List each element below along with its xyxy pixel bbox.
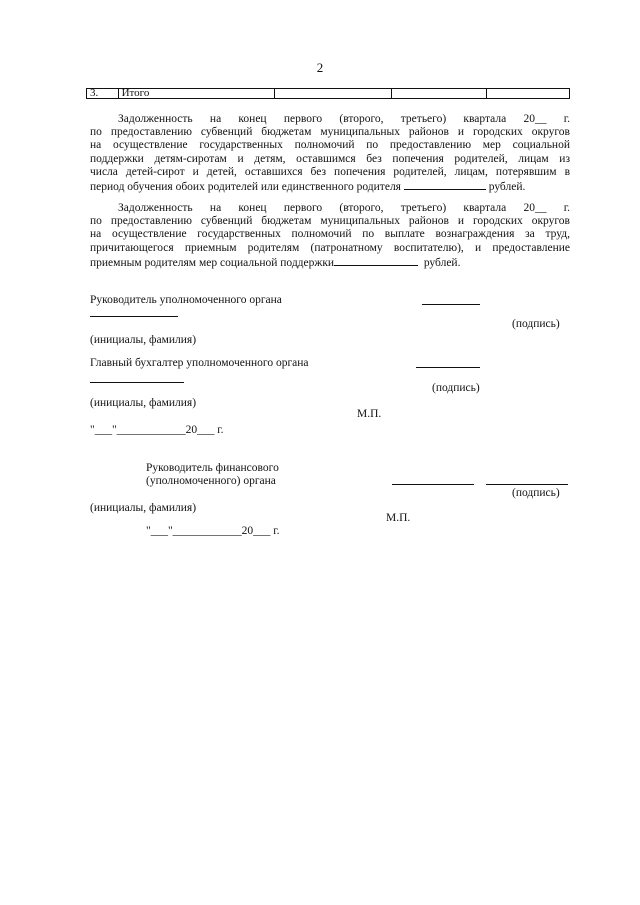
table-row [87,89,570,99]
initials-line [486,484,568,485]
row-number: 3. [87,89,119,99]
text-line-final [90,179,570,194]
currency-unit: рублей. [423,256,461,269]
signature-line [422,304,480,305]
text-line: по предоставлению субвенций бюджетам муниципальных районов и городских округов [90,126,570,139]
row-label: Итого [118,89,274,99]
initials-line [90,382,184,383]
accountant-label: Главный бухгалтер уполномоченного органа [90,357,309,369]
text-line: приемным родителям мер социальной поддержки [90,256,335,269]
signature-line [416,367,480,368]
stamp-mark: М.П. [357,408,382,420]
initials-caption: (инициалы, фамилия) [90,502,197,514]
text-line: Задолженность на конец первого (второго, третьего) квартала 20__ г. [118,202,570,214]
initials-caption: (инициалы, фамилия) [90,334,197,346]
fin-head-label-line1: Руководитель финансового [146,462,279,474]
date-line: "___"____________20___ г. [90,424,224,436]
signature-line [392,484,474,485]
text-line: причитающегося приемным родителям (патронатному воспитателю), и предоставление [90,241,570,254]
head-label: Руководитель уполномоченного органа [90,294,282,306]
fin-head-label-line2: (уполномоченного) органа [146,475,276,487]
text-line: по предоставлению субвенций бюджетам муниципальных районов и городских округов [90,215,570,228]
totals-table [86,88,570,99]
table-cell [486,89,569,99]
table-cell [392,89,486,99]
debt-paragraph-2 [90,202,570,270]
text-line: на осуществление государственных полномочий по выплате вознаграждения за труд, [90,228,570,241]
stamp-mark: М.П. [386,512,411,524]
initials-caption: (инициалы, фамилия) [90,397,197,409]
text-line: период обучения обоих родителей или единственного родителя [90,181,401,194]
text-line: числа детей-сирот и детей, оставшихся без попечения родителей, лицам, потерявшим в [90,165,570,178]
amount-blank [334,255,418,266]
table-cell [274,89,391,99]
signature-caption: (подпись) [432,382,480,394]
signature-caption: (подпись) [512,487,560,499]
text-line-final [90,255,570,270]
initials-line [90,316,178,317]
currency-unit: рублей. [488,181,526,194]
text-line: на осуществление государственных полномочий по предоставлению мер социальной [90,139,570,152]
text-line: Задолженность на конец первого (второго, третьего) квартала 20__ г. [118,113,570,125]
signature-caption: (подпись) [512,318,560,330]
debt-paragraph-1 [90,113,570,194]
date-line: "___"____________20___ г. [146,525,280,537]
page-number: 2 [316,60,324,75]
text-line: поддержки детям-сиротам и детям, оставшимся без попечения родителей, лицам из [90,152,570,165]
amount-blank [404,179,486,190]
